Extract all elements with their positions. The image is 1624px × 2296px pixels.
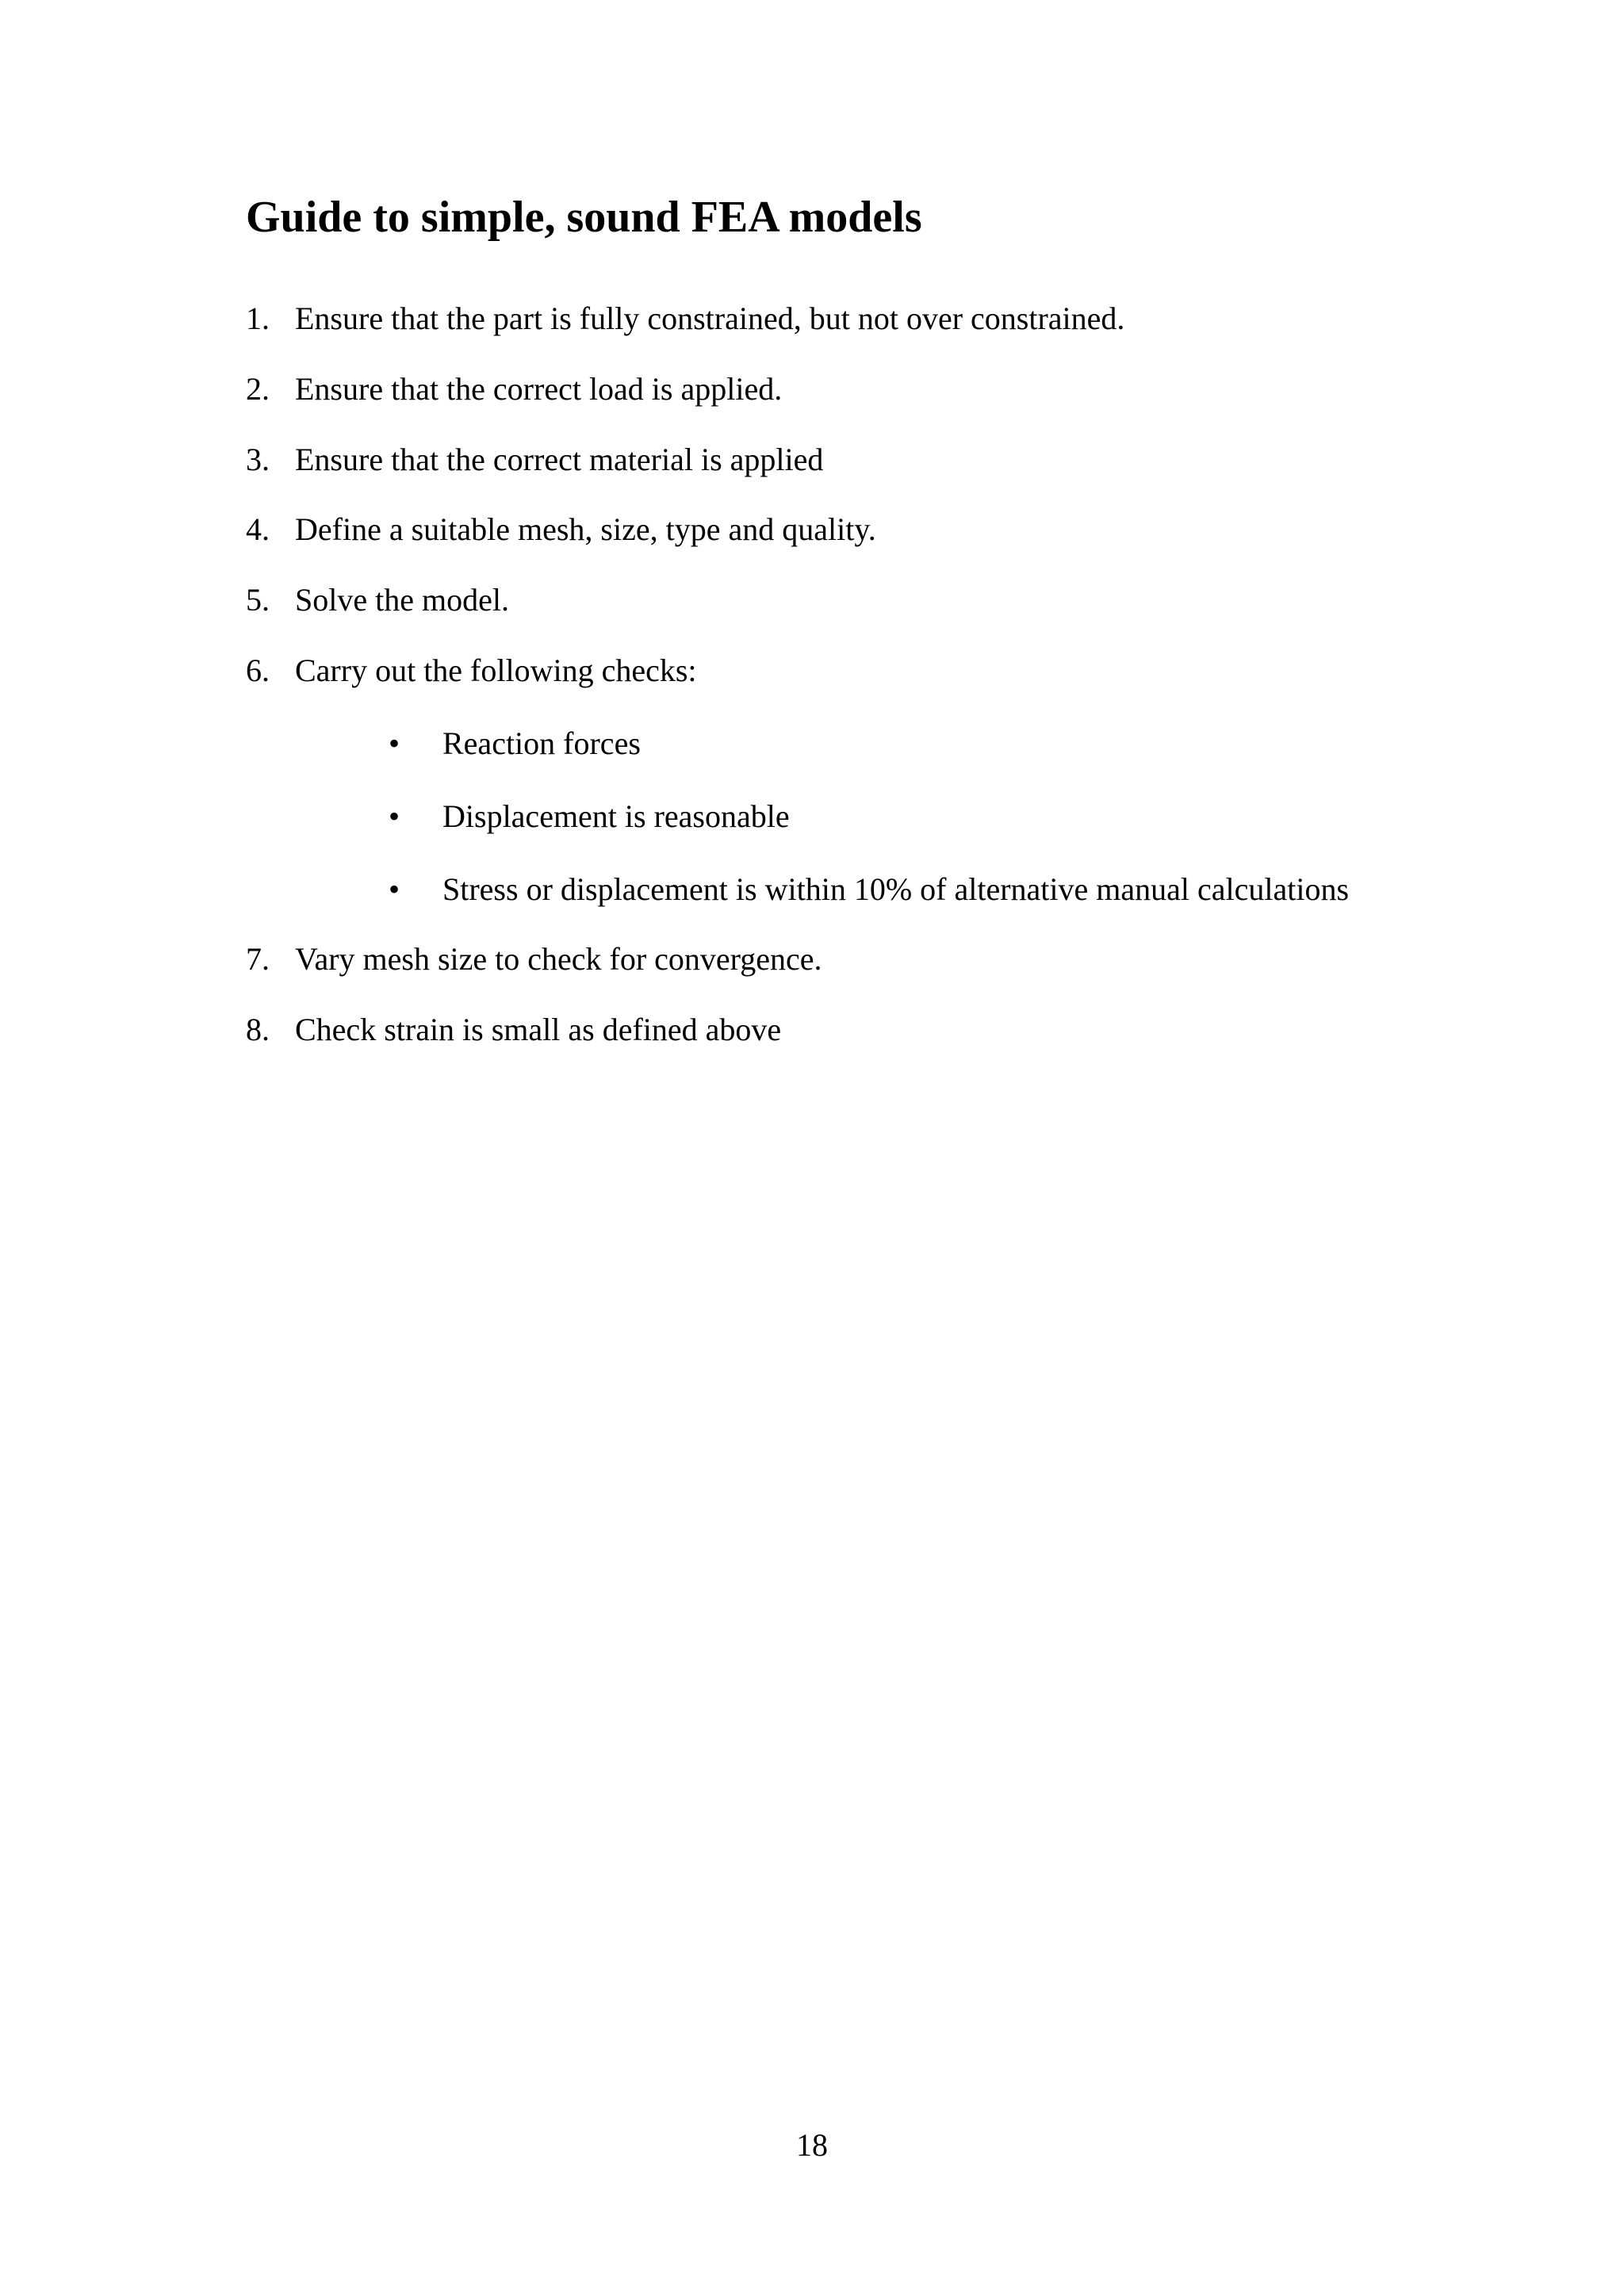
page-title: Guide to simple, sound FEA models: [246, 193, 922, 242]
list-item-step-8: [246, 1014, 781, 1046]
check-text: Displacement is reasonable: [442, 798, 790, 834]
step-text: Carry out the following checks:: [295, 652, 697, 688]
check-text: Stress or displacement is within 10% of alternative manual calculations: [442, 871, 1350, 907]
step-text: Vary mesh size to check for convergence.: [295, 941, 822, 977]
list-item-step-2: [246, 373, 782, 405]
step-text: Ensure that the correct load is applied.: [295, 371, 783, 407]
step-text: Ensure that the part is fully constrained, but not over constrained.: [295, 300, 1125, 336]
step-number: 3.: [246, 442, 270, 477]
step-number: 6.: [246, 652, 270, 688]
bullet-icon: •: [389, 725, 400, 761]
list-item-step-7: [246, 943, 822, 975]
list-item-check-1: [389, 725, 641, 761]
list-item-step-1: [246, 300, 1125, 336]
list-item-step-4: [246, 511, 876, 547]
list-item-step-3: [246, 444, 823, 476]
step-text: Define a suitable mesh, size, type and quality.: [295, 511, 876, 547]
step-number: 7.: [246, 941, 270, 977]
list-item-check-2: [389, 798, 790, 834]
list-item-step-6: [246, 652, 697, 688]
step-number: 5.: [246, 582, 270, 618]
step-number: 4.: [246, 511, 270, 547]
list-item-check-3: [389, 871, 1350, 907]
check-text: Reaction forces: [442, 725, 641, 761]
step-number: 2.: [246, 371, 270, 407]
step-text: Solve the model.: [295, 582, 509, 618]
step-number: 8.: [246, 1012, 270, 1047]
bullet-icon: •: [389, 871, 400, 907]
bullet-icon: •: [389, 798, 400, 834]
list-item-step-5: [246, 584, 509, 616]
step-number: 1.: [246, 300, 270, 336]
step-text: Ensure that the correct material is applied: [295, 442, 824, 477]
page-number: 18: [796, 2127, 828, 2163]
step-text: Check strain is small as defined above: [295, 1012, 782, 1047]
